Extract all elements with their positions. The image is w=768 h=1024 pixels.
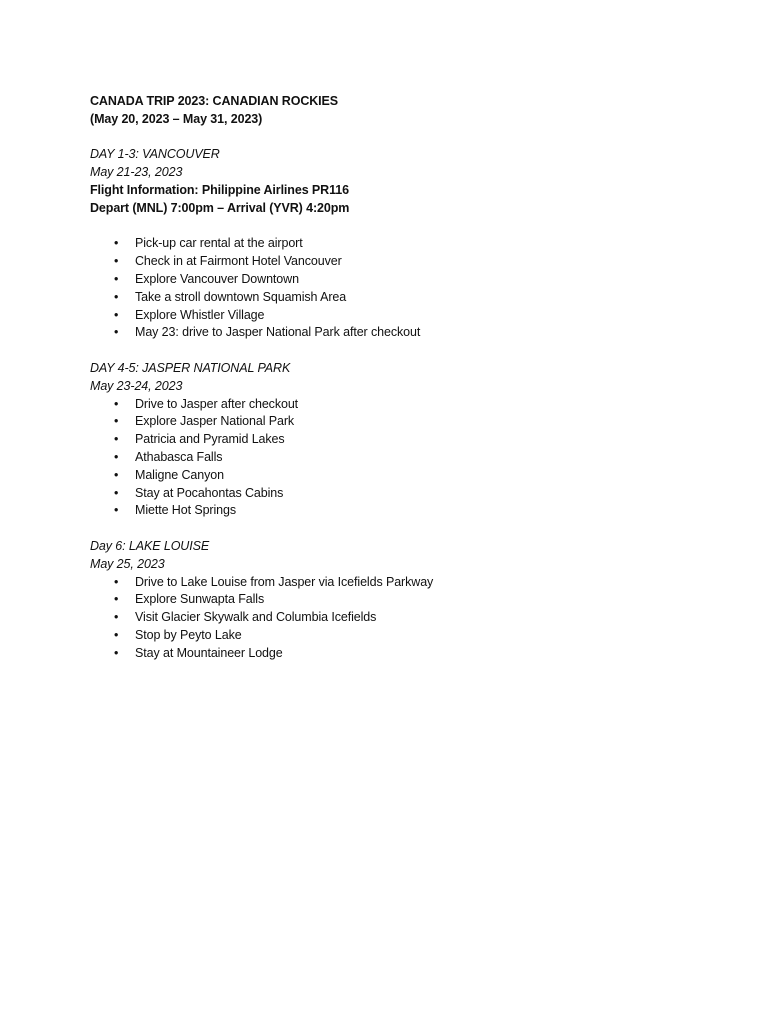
document-page (90, 93, 730, 663)
bullet-icon: • (114, 645, 119, 660)
flight-times: Depart (MNL) 7:00pm – Arrival (YVR) 4:20pm (90, 200, 350, 215)
spacer (90, 129, 730, 147)
list-item (90, 627, 730, 645)
list-item (90, 502, 730, 520)
list-item-text: Stay at Pocahontas Cabins (135, 485, 284, 500)
list-item-text: Explore Vancouver Downtown (135, 271, 299, 286)
bullet-icon: • (114, 236, 119, 251)
section-heading: DAY 1-3: VANCOUVER (90, 147, 220, 162)
bullet-icon: • (114, 396, 119, 411)
list-item (90, 289, 730, 307)
list-item (90, 253, 730, 271)
bullet-icon: • (114, 414, 119, 429)
list-item (90, 449, 730, 467)
bullet-icon: • (114, 271, 119, 286)
bullet-icon: • (114, 432, 119, 447)
list-item-text: Explore Jasper National Park (135, 414, 295, 429)
bullet-icon: • (114, 503, 119, 518)
list-item (90, 271, 730, 289)
bullet-icon: • (114, 307, 119, 322)
section-dates: May 21-23, 2023 (90, 165, 183, 180)
list-item (90, 574, 730, 592)
list-item-text: May 23: drive to Jasper National Park after checkout (135, 325, 421, 340)
spacer (90, 520, 730, 538)
list-item-text: Maligne Canyon (135, 467, 224, 482)
list-item (90, 413, 730, 431)
list-item-text: Miette Hot Springs (135, 503, 237, 518)
spacer (90, 218, 730, 236)
section-jasper (90, 360, 730, 538)
bullet-list (90, 574, 730, 663)
list-item-text: Stay at Mountaineer Lodge (135, 645, 283, 660)
bullet-icon: • (114, 449, 119, 464)
bullet-icon: • (114, 254, 119, 269)
flight-info: Flight Information: Philippine Airlines PR116 (90, 182, 349, 197)
list-item-text: Check in at Fairmont Hotel Vancouver (135, 254, 342, 269)
document-date-range: (May 20, 2023 – May 31, 2023) (90, 111, 263, 126)
list-item-text: Patricia and Pyramid Lakes (135, 432, 285, 447)
list-item (90, 467, 730, 485)
section-dates: May 25, 2023 (90, 556, 165, 571)
section-heading: Day 6: LAKE LOUISE (90, 538, 210, 553)
list-item (90, 485, 730, 503)
list-item (90, 431, 730, 449)
section-dates: May 23-24, 2023 (90, 378, 183, 393)
bullet-icon: • (114, 592, 119, 607)
list-item-text: Take a stroll downtown Squamish Area (135, 289, 347, 304)
bullet-icon: • (114, 574, 119, 589)
section-heading: DAY 4-5: JASPER NATIONAL PARK (90, 360, 291, 375)
document-title: CANADA TRIP 2023: CANADIAN ROCKIES (90, 94, 339, 108)
bullet-list (90, 235, 730, 342)
list-item-text: Stop by Peyto Lake (135, 627, 242, 642)
spacer (90, 342, 730, 360)
section-vancouver (90, 146, 730, 360)
list-item (90, 396, 730, 414)
bullet-icon: • (114, 289, 119, 304)
list-item-text: Explore Whistler Village (135, 307, 265, 322)
list-item-text: Athabasca Falls (135, 449, 223, 464)
list-item-text: Drive to Lake Louise from Jasper via Icefields Parkway (135, 574, 434, 589)
list-item (90, 609, 730, 627)
bullet-icon: • (114, 627, 119, 642)
bullet-icon: • (114, 610, 119, 625)
list-item (90, 235, 730, 253)
list-item (90, 324, 730, 342)
list-item (90, 645, 730, 663)
list-item (90, 307, 730, 325)
bullet-icon: • (114, 485, 119, 500)
section-lake-louise (90, 538, 730, 663)
bullet-icon: • (114, 325, 119, 340)
list-item-text: Pick-up car rental at the airport (135, 236, 303, 251)
bullet-icon: • (114, 467, 119, 482)
list-item-text: Explore Sunwapta Falls (135, 592, 265, 607)
list-item-text: Drive to Jasper after checkout (135, 396, 299, 411)
list-item-text: Visit Glacier Skywalk and Columbia Icefields (135, 610, 377, 625)
list-item (90, 591, 730, 609)
bullet-list (90, 396, 730, 521)
